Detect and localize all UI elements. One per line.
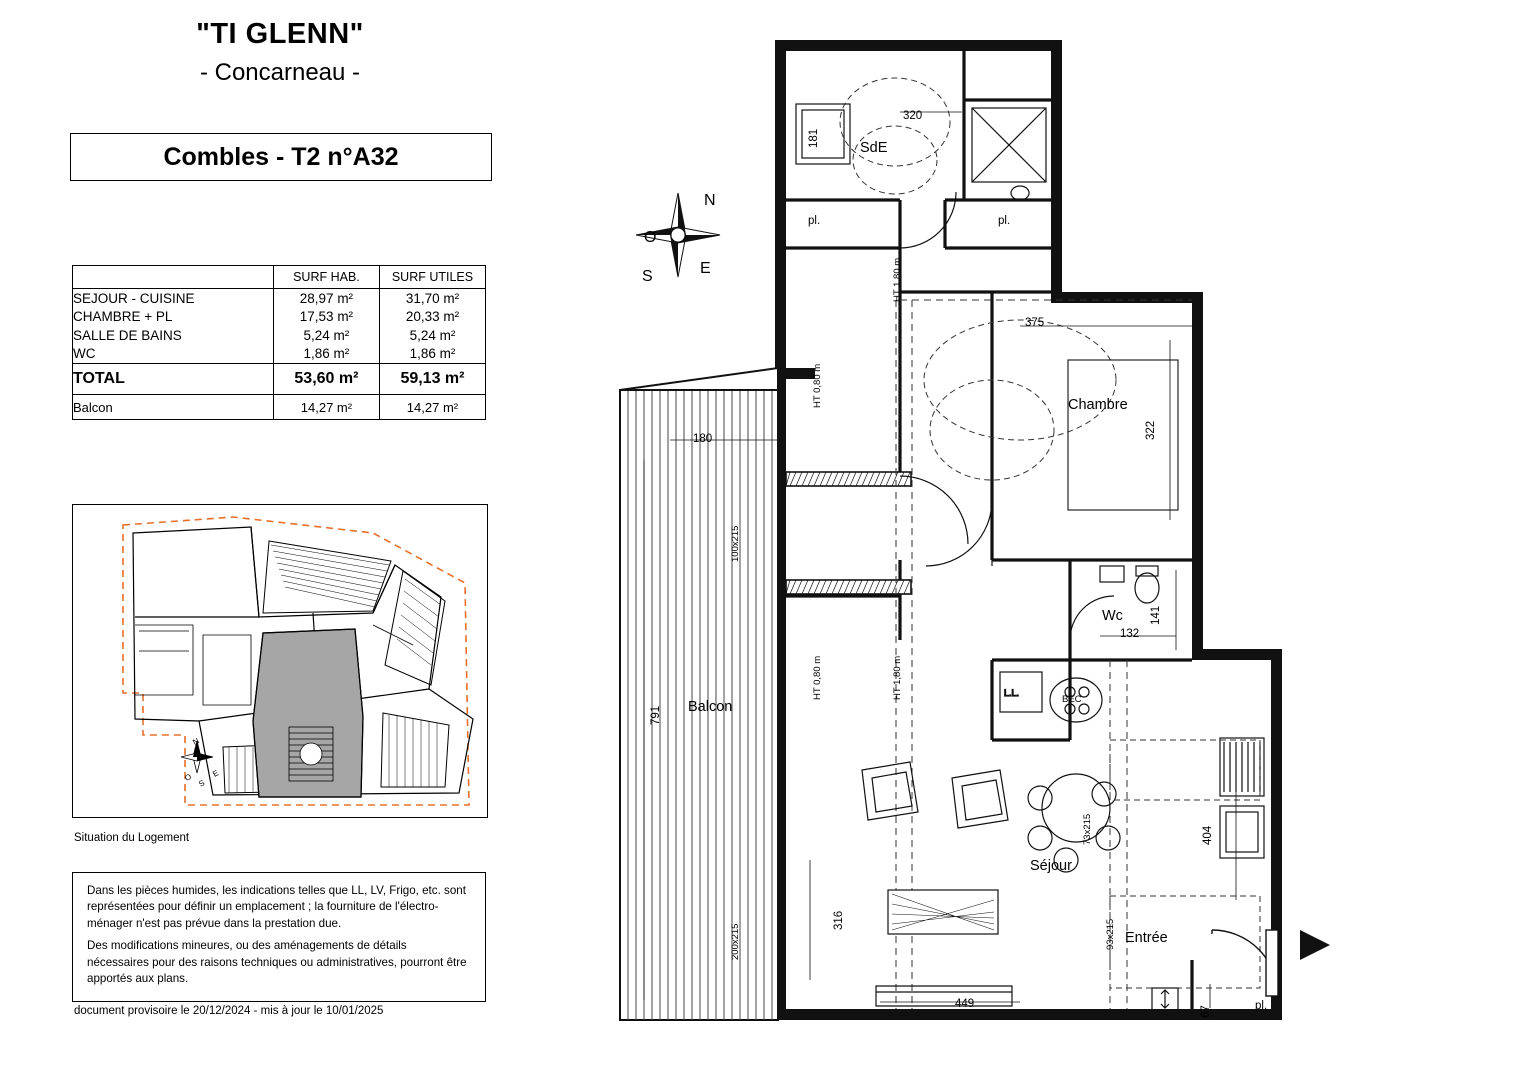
situation-compass-label-n: N <box>191 736 201 747</box>
title-block <box>70 18 490 87</box>
note-paragraph-1: Dans les pièces humides, les indications telles que LL, LV, Frigo, etc. sont représentées pour définir un emplacement ; la fourniture de l'électro-ménager n'est pas prévue dans la prestation due. <box>87 884 466 930</box>
table-row <box>73 326 486 345</box>
row-surf-utiles: 1,86 m² <box>379 345 485 364</box>
dimension-balcony-length: 791 <box>650 705 662 725</box>
lot-title-box <box>70 133 492 181</box>
dimension-sejour-left: 316 <box>833 910 845 930</box>
row-surf-utiles: 20,33 m² <box>379 308 485 327</box>
notes-box <box>72 872 486 1002</box>
dimension-wc-width: 132 <box>1120 628 1140 640</box>
door-entry-size: 93x215 <box>1105 918 1116 950</box>
surfaces-table <box>72 265 486 420</box>
table-row <box>73 308 486 327</box>
situation-compass-label-s: S <box>197 778 207 789</box>
row-surf-hab: 17,53 m² <box>273 308 379 327</box>
room-label-balcon: Balcon <box>688 699 733 715</box>
sill-height-2: HT 0,80 m <box>812 655 823 700</box>
room-label-wc: Wc <box>1102 608 1123 624</box>
situation-compass-label-e: E <box>211 768 221 779</box>
column-header-surf-utiles: SURF UTILES <box>379 266 485 289</box>
dimension-balcony-width: 180 <box>693 433 713 445</box>
row-surf-utiles: 31,70 m² <box>379 289 485 308</box>
opening-balcony-door-1: 100x215 <box>730 525 741 562</box>
row-label: SEJOUR - CUISINE <box>73 289 274 308</box>
lot-title: Combles - T2 n°A32 <box>163 142 399 171</box>
door-wc-size: 73x215 <box>1082 813 1093 845</box>
entrance-arrow-icon <box>1300 930 1330 960</box>
closet-label-2: pl. <box>998 215 1011 227</box>
total-label: TOTAL <box>73 364 274 395</box>
svg-text:L.L.: L.L. <box>1004 688 1020 698</box>
closet-label-1: pl. <box>808 215 821 227</box>
balcony-surf-hab: 14,27 m² <box>273 395 379 420</box>
page-subtitle: - Concarneau - <box>199 59 361 86</box>
compass-label-o: O <box>644 229 657 246</box>
dimension-chambre-width: 375 <box>1025 317 1045 329</box>
dimension-chambre-height: 322 <box>1145 420 1157 440</box>
compass-label-s: S <box>642 268 653 285</box>
sill-height-1: HT 0,80 m <box>812 363 823 408</box>
compass-label-n: N <box>704 192 716 209</box>
opening-balcony-door-2: 200x215 <box>730 923 741 960</box>
balcony-label: Balcon <box>73 395 274 420</box>
room-label-sejour: Séjour <box>1030 858 1072 874</box>
situation-compass-label-o: O <box>183 772 193 783</box>
page-title: "TI GLENN" <box>196 18 364 50</box>
table-total-row <box>73 364 486 395</box>
room-label-entree: Entrée <box>1125 930 1168 946</box>
document-date-line: document provisoire le 20/12/2024 - mis à jour le 10/01/2025 <box>74 1005 384 1017</box>
room-label-chambre: Chambre <box>1068 397 1128 413</box>
situation-plan <box>72 504 488 818</box>
dimension-sde-height: 181 <box>808 128 820 148</box>
row-surf-utiles: 5,24 m² <box>379 326 485 345</box>
row-surf-hab: 5,24 m² <box>273 326 379 345</box>
table-header-row <box>73 266 486 289</box>
table-row <box>73 345 486 364</box>
closet-label-3: pl. <box>1255 1000 1268 1012</box>
sink-label: BEC <box>1062 694 1082 705</box>
row-label: SALLE DE BAINS <box>73 326 274 345</box>
dimension-sde-width: 320 <box>903 110 923 122</box>
situation-plan-drawing <box>73 505 485 815</box>
dimension-sejour-bottom: 449 <box>955 998 975 1010</box>
dimension-sejour-height: 404 <box>1202 825 1214 845</box>
row-surf-hab: 28,97 m² <box>273 289 379 308</box>
row-label: CHAMBRE + PL <box>73 308 274 327</box>
room-label-sde: SdE <box>860 140 888 156</box>
dimension-entry-small: 67 <box>1200 1005 1212 1018</box>
compass-label-e: E <box>700 260 711 277</box>
row-label: WC <box>73 345 274 364</box>
row-surf-hab: 1,86 m² <box>273 345 379 364</box>
dimension-wc-height: 141 <box>1150 605 1162 625</box>
sill-height-3: HT 1,80 m <box>892 257 903 302</box>
situation-caption: Situation du Logement <box>74 832 190 844</box>
table-row <box>73 289 486 308</box>
floor-plan <box>600 0 1527 1080</box>
sill-height-4: HT 1,80 m <box>892 655 903 700</box>
balcony-surf-utiles: 14,27 m² <box>379 395 485 420</box>
total-surf-hab: 53,60 m² <box>273 364 379 395</box>
column-header-surf-hab: SURF HAB. <box>273 266 379 289</box>
total-surf-utiles: 59,13 m² <box>379 364 485 395</box>
note-paragraph-2: Des modifications mineures, ou des aménagements de détails nécessaires pour des raisons techniques ou administratives, pourront être apportés aux plans. <box>87 939 467 986</box>
table-balcony-row <box>73 395 486 420</box>
